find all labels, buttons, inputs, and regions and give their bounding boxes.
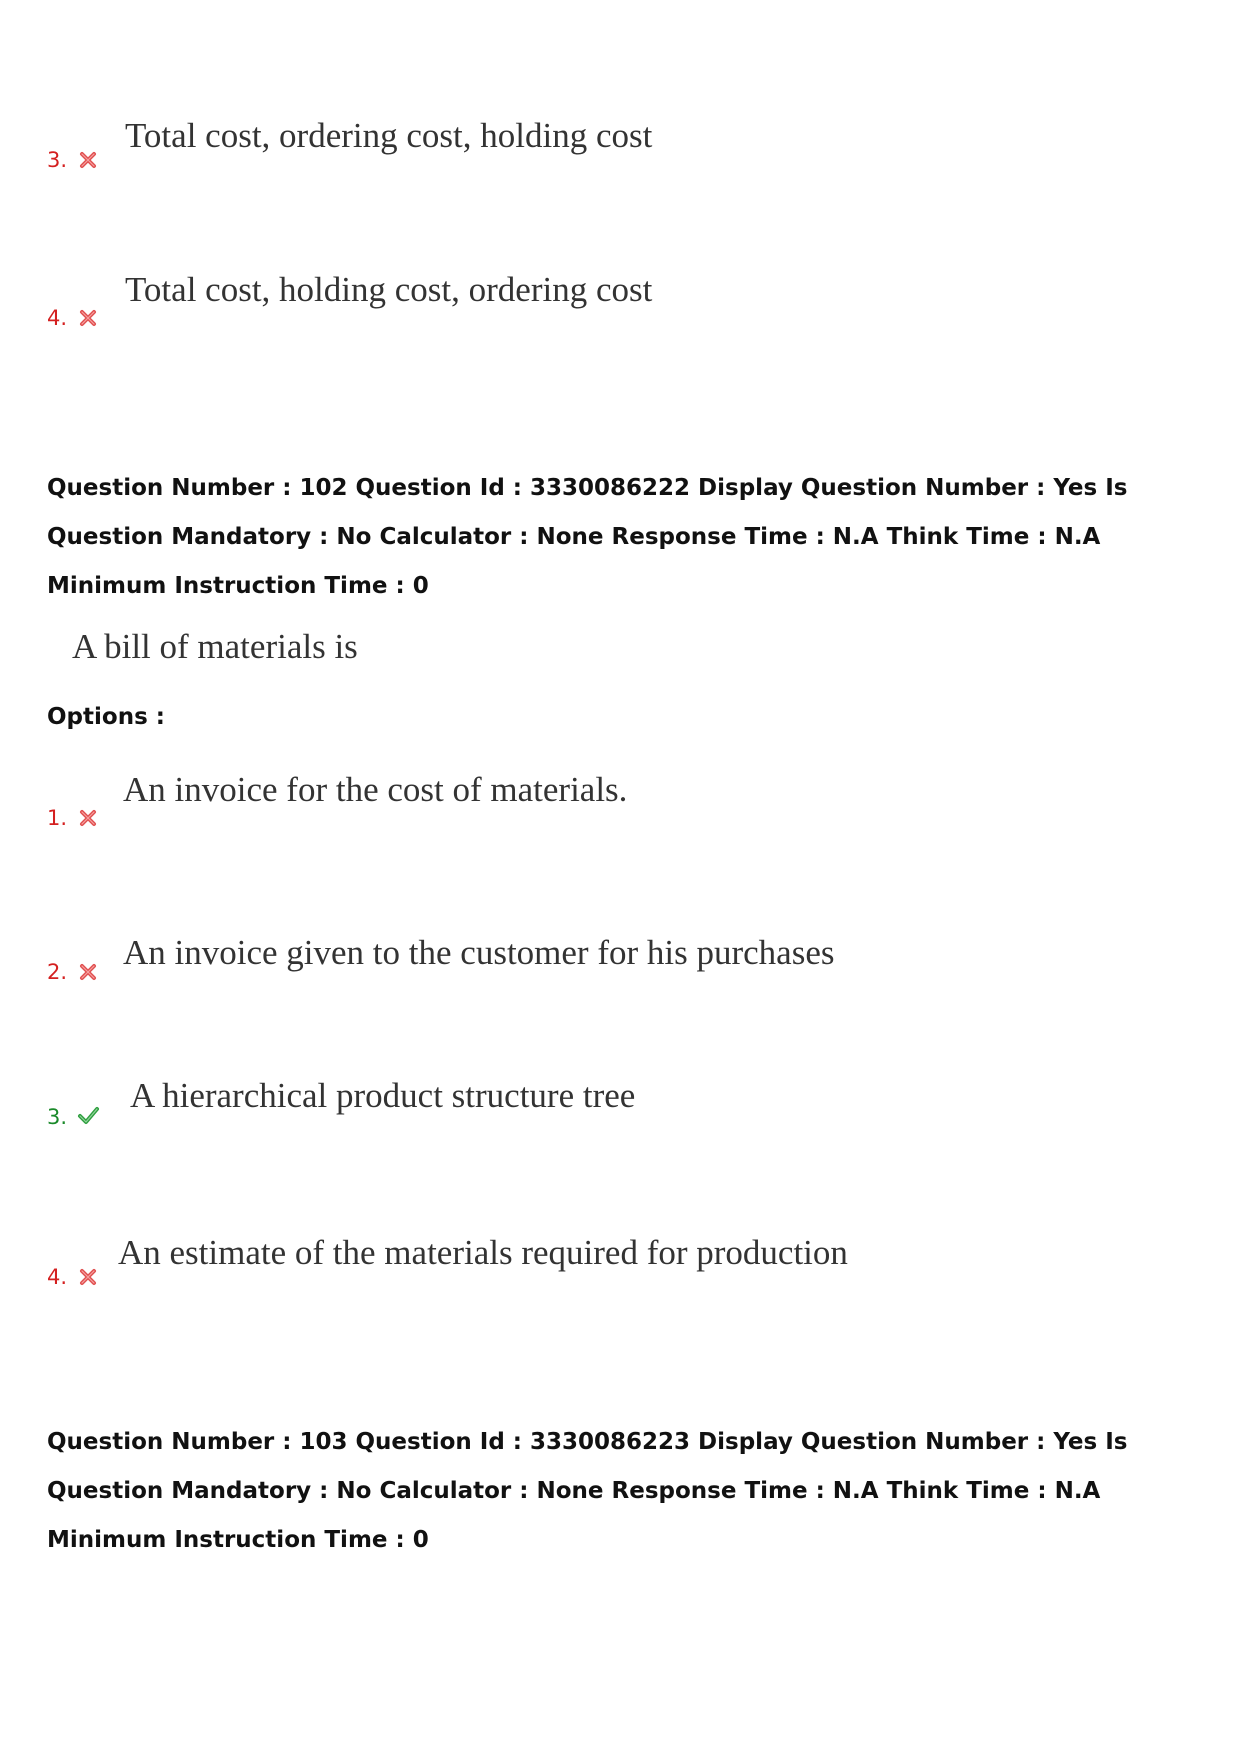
option-number: 2. — [47, 960, 68, 984]
q102-option-3 — [0, 1075, 1240, 1165]
option-number: 1. — [47, 806, 68, 830]
q102-option-1 — [0, 770, 1240, 860]
q102-option-4 — [0, 1233, 1240, 1323]
option-text: An estimate of the materials required for production — [118, 1233, 848, 1272]
prev-option-4 — [0, 268, 1240, 358]
option-text: An invoice for the cost of materials. — [123, 770, 628, 809]
cross-icon — [78, 308, 98, 328]
cross-icon — [78, 1267, 98, 1287]
options-label: Options : — [47, 704, 165, 730]
question-102-stem: A bill of materials is — [72, 627, 358, 666]
option-text: Total cost, ordering cost, holding cost — [125, 116, 653, 155]
option-text: A hierarchical product structure tree — [130, 1076, 636, 1115]
prev-option-3 — [0, 110, 1240, 200]
option-text: An invoice given to the customer for his purchases — [123, 933, 835, 972]
option-number: 3. — [47, 148, 68, 172]
option-text: Total cost, holding cost, ordering cost — [125, 270, 653, 309]
cross-icon — [78, 808, 98, 828]
cross-icon — [78, 962, 98, 982]
option-number: 4. — [47, 1265, 68, 1289]
check-icon — [76, 1105, 100, 1125]
option-number: 3. — [47, 1105, 68, 1129]
cross-icon — [78, 150, 98, 170]
q102-option-2 — [0, 933, 1240, 1023]
question-103-meta: Question Number : 103 Question Id : 3330086223 Display Question Number : Yes Is Question Mandatory : No Calculator : None Response Time : N.A Think Time : N.A Minimum Instruction Time : 0 — [47, 1429, 1128, 1553]
question-102-meta: Question Number : 102 Question Id : 3330086222 Display Question Number : Yes Is Question Mandatory : No Calculator : None Response Time : N.A Think Time : N.A Minimum Instruction Time : 0 — [47, 475, 1128, 599]
option-number: 4. — [47, 306, 68, 330]
